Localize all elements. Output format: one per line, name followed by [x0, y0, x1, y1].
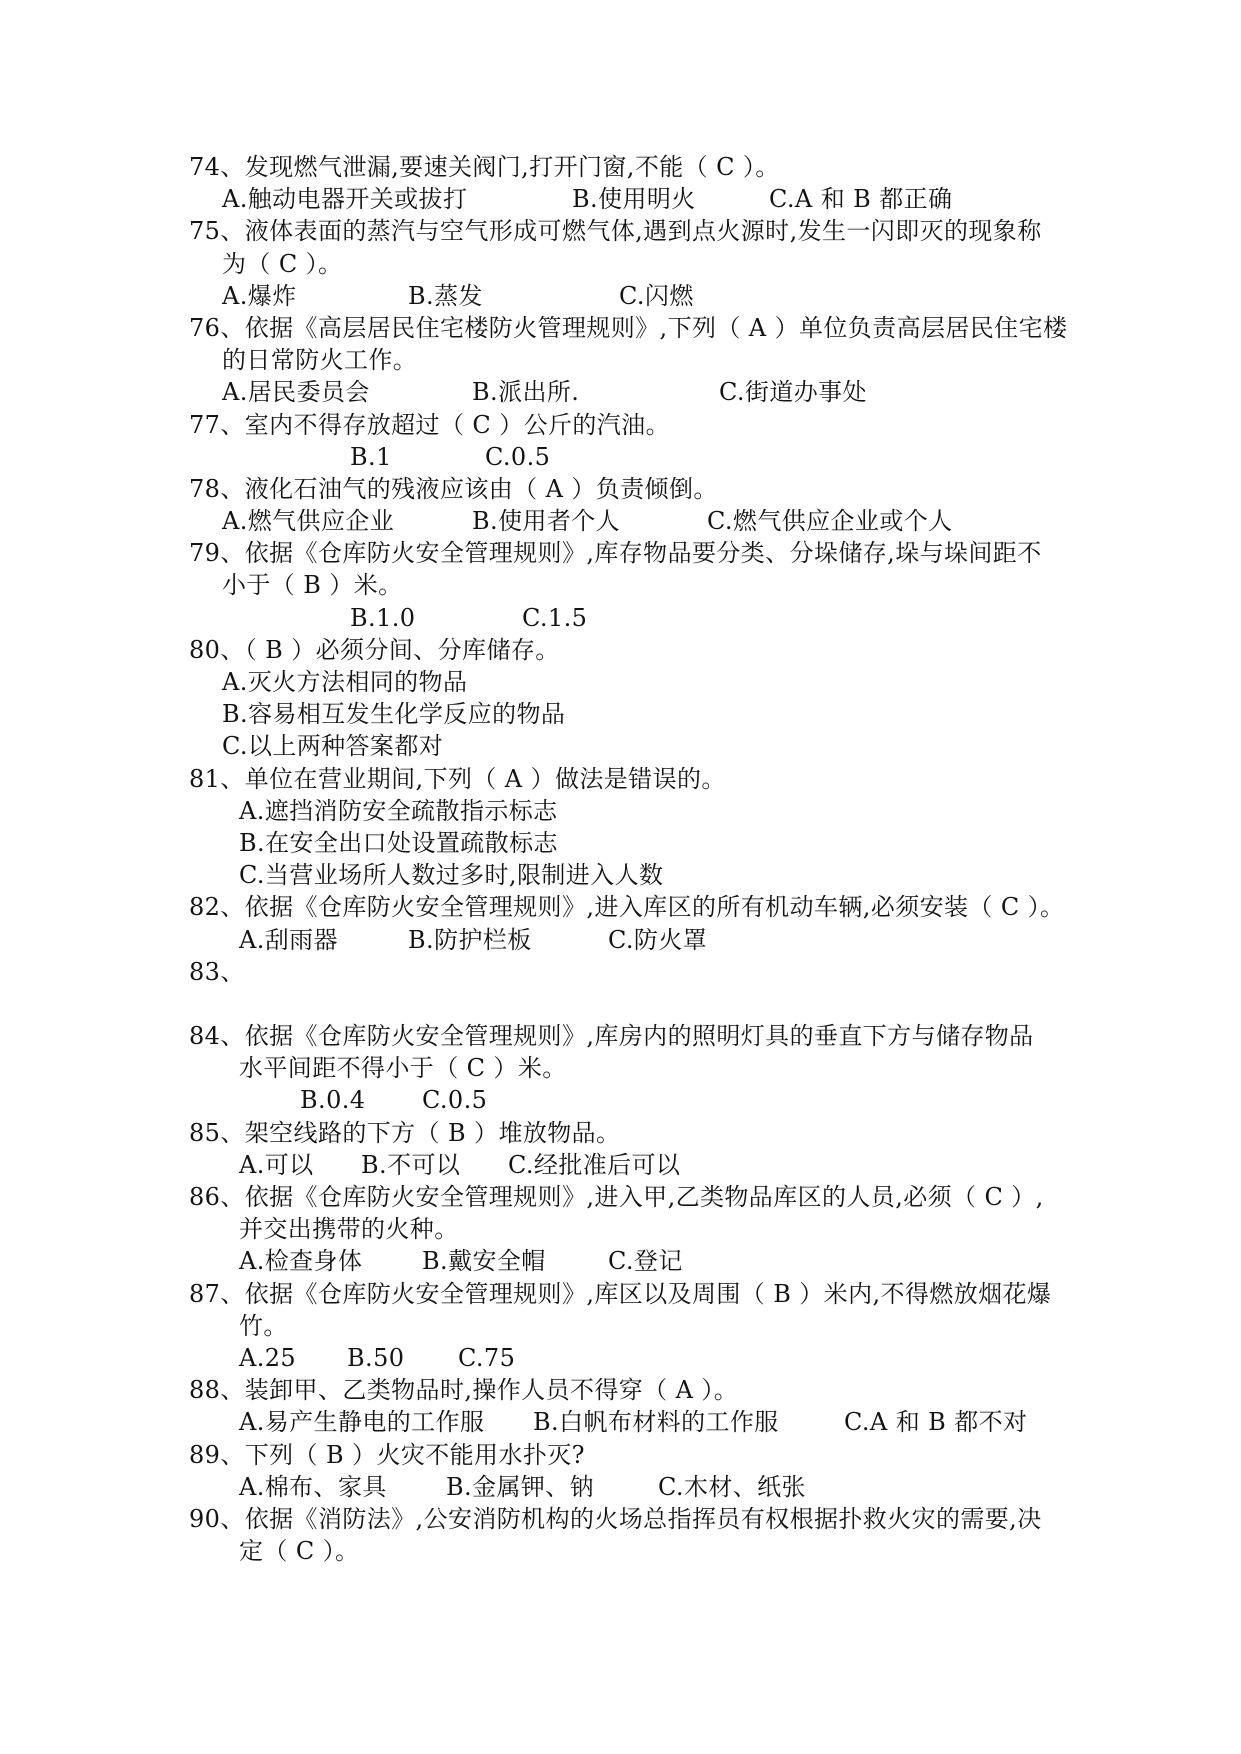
question-number: 85、 [189, 1118, 245, 1147]
question-stem [189, 1503, 1042, 1535]
question-text: 液化石油气的残液应该由（ A ）负责倾倒。 [244, 474, 718, 503]
question-text: 液体表面的蒸汽与空气形成可燃气体,遇到点火源时,发生一闪即灭的现象称 [244, 217, 1042, 246]
question-text-continued: 为（ C ）。 [222, 249, 343, 278]
question-stem [189, 1181, 1044, 1213]
option-c: C.以上两种答案都对 [222, 732, 444, 761]
question-stem [189, 215, 1042, 247]
option-a: A.居民委员会 [222, 378, 370, 407]
option-a: A.易产生静电的工作服 [239, 1408, 485, 1437]
question-text-continued: 定（ C ）。 [239, 1537, 360, 1566]
option-a: A.灭火方法相同的物品 [222, 668, 468, 696]
question-text-continued: 小于（ B ）米。 [222, 571, 403, 600]
option-a: A.刮雨器 [239, 925, 338, 954]
option-a: A.可以 [239, 1150, 314, 1179]
question-number: 78、 [189, 474, 245, 503]
question-stem [189, 537, 1042, 569]
question-number: 90、 [189, 1504, 245, 1533]
question-90 [0, 1503, 1241, 1567]
question-number: 80、 [189, 635, 245, 664]
option-c: C.登记 [608, 1247, 683, 1276]
question-82 [0, 891, 1241, 955]
option-c: C.闪燃 [619, 281, 694, 310]
question-text-continued: 水平间距不得小于（ C ）米。 [239, 1054, 567, 1083]
option-a: A.触动电器开关或拔打 [222, 185, 468, 214]
question-text: 依据《高层居民住宅楼防火管理规则》,下列（ A ）单位负责高层居民住宅楼 [244, 313, 1068, 342]
question-number: 74、 [189, 153, 245, 181]
option-b: B.白帆布材料的工作服 [533, 1408, 779, 1437]
option-b: B.蒸发 [408, 281, 483, 310]
option-c: C.当营业场所人数过多时,限制进入人数 [239, 861, 664, 890]
question-stem [189, 1278, 1051, 1310]
question-text: 下列（ B ）火灾不能用水扑灭? [244, 1440, 585, 1469]
option-b: B.1 [350, 442, 392, 471]
question-number: 84、 [189, 1022, 245, 1051]
question-78 [0, 473, 1241, 537]
question-text: 室内不得存放超过（ C ）公斤的汽油。 [244, 410, 670, 439]
question-number: 82、 [189, 893, 245, 922]
option-a: A.遮挡消防安全疏散指示标志 [239, 796, 558, 825]
question-76 [0, 312, 1241, 409]
option-b: B.容易相互发生化学反应的物品 [222, 700, 566, 729]
question-number: 75、 [189, 217, 245, 246]
option-c: C.0.5 [422, 1086, 488, 1115]
question-stem [189, 473, 718, 505]
question-number: 87、 [189, 1279, 245, 1308]
question-85 [0, 1117, 1241, 1181]
question-number: 77、 [189, 410, 245, 439]
option-c: C.木材、纸张 [658, 1472, 806, 1501]
option-b: B.金属钾、钠 [446, 1472, 595, 1501]
question-88 [0, 1374, 1241, 1438]
question-stem [189, 634, 560, 666]
question-text: 依据《仓库防火安全管理规则》,库区以及周围（ B ）米内,不得燃放烟花爆 [244, 1279, 1052, 1308]
option-b: B.防护栏板 [408, 925, 532, 954]
option-c: C.街道办事处 [719, 378, 867, 407]
question-stem [189, 1117, 620, 1149]
option-c: C.A 和 B 都正确 [769, 185, 953, 214]
option-b: B.在安全出口处设置疏散标志 [239, 828, 558, 857]
option-b: B.不可以 [361, 1150, 461, 1179]
question-text: 装卸甲、乙类物品时,操作人员不得穿（ A ）。 [244, 1376, 739, 1405]
option-c: C.1.5 [522, 603, 588, 632]
question-text: 依据《消防法》,公安消防机构的火场总指挥员有权根据扑救火灾的需要,决 [244, 1504, 1042, 1533]
question-text-continued: 竹。 [239, 1311, 288, 1340]
option-b: B.50 [347, 1343, 405, 1372]
question-80 [0, 634, 1241, 763]
question-89 [0, 1439, 1241, 1503]
question-stem [189, 763, 726, 795]
option-a: A.25 [239, 1343, 297, 1372]
question-87 [0, 1278, 1241, 1375]
option-a: A.棉布、家具 [239, 1472, 387, 1501]
option-c: C.A 和 B 都不对 [844, 1408, 1028, 1437]
question-77 [0, 409, 1241, 473]
question-74 [0, 151, 1241, 215]
question-86 [0, 1181, 1241, 1278]
question-79 [0, 537, 1241, 634]
question-stem [189, 1439, 585, 1471]
question-number: 76、 [189, 313, 245, 342]
option-a: A.燃气供应企业 [222, 507, 395, 536]
question-number: 88、 [189, 1376, 245, 1405]
question-text: 依据《仓库防火安全管理规则》,库存物品要分类、分垛储存,垛与垛间距不 [244, 539, 1042, 568]
question-stem [189, 891, 1064, 923]
question-83 [0, 956, 1241, 1020]
question-81 [0, 763, 1241, 892]
question-text-continued: 并交出携带的火种。 [239, 1215, 459, 1244]
option-b: B.1.0 [350, 603, 416, 632]
question-number: 79、 [189, 539, 245, 568]
option-b: B.使用者个人 [472, 507, 621, 536]
question-text: （ B ）必须分间、分库储存。 [244, 635, 560, 664]
question-number: 86、 [189, 1183, 245, 1211]
question-stem [189, 1374, 738, 1406]
question-text: 架空线路的下方（ B ）堆放物品。 [244, 1118, 621, 1147]
question-text: 依据《仓库防火安全管理规则》,库房内的照明灯具的垂直下方与储存物品 [244, 1022, 1034, 1051]
option-b: B.0.4 [300, 1086, 366, 1115]
question-number: 81、 [189, 764, 245, 793]
question-number: 89、 [189, 1440, 245, 1469]
question-text: 依据《仓库防火安全管理规则》,进入库区的所有机动车辆,必须安装（ C ）。 [244, 893, 1065, 922]
option-c: C.经批准后可以 [508, 1150, 681, 1179]
option-a: A.检查身体 [239, 1247, 363, 1276]
question-stem [189, 1020, 1034, 1052]
option-c: C.燃气供应企业或个人 [707, 507, 953, 536]
question-75 [0, 215, 1241, 312]
question-text: 依据《仓库防火安全管理规则》,进入甲,乙类物品库区的人员,必须（ C ）, [244, 1183, 1044, 1211]
option-b: B.戴安全帽 [422, 1247, 546, 1276]
option-b: B.使用明火 [572, 185, 696, 214]
option-c: C.防火罩 [608, 925, 708, 954]
question-text: 单位在营业期间,下列（ A ）做法是错误的。 [244, 764, 726, 793]
question-text: 发现燃气泄漏,要速关阀门,打开门窗,不能（ C ）。 [244, 153, 780, 181]
question-number: 83、 [189, 957, 245, 986]
option-b: B.派出所. [472, 378, 580, 407]
option-c: C.0.5 [485, 442, 551, 471]
question-stem [189, 151, 780, 183]
question-stem [189, 409, 670, 441]
question-84 [0, 1020, 1241, 1117]
option-a: A.爆炸 [222, 281, 297, 310]
question-stem [189, 312, 1067, 344]
option-c: C.75 [458, 1343, 516, 1372]
question-text-continued: 的日常防火工作。 [222, 346, 418, 375]
question-list [0, 151, 1241, 1567]
blank-line [0, 988, 1241, 1020]
